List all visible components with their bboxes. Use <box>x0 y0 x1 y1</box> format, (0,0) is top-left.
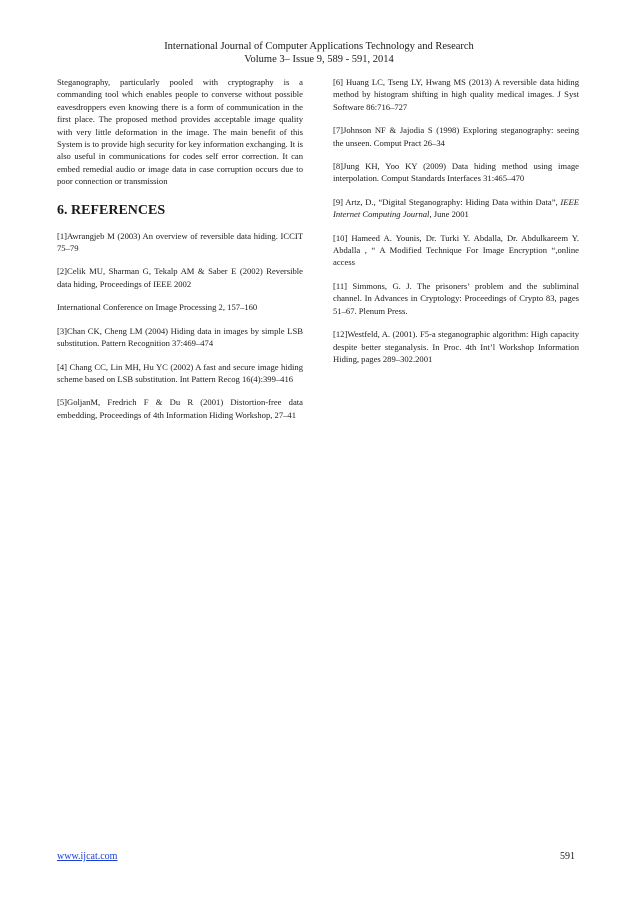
reference-9 <box>333 196 579 221</box>
reference-2: [2]Celik MU, Sharman G, Tekalp AM & Saber E (2002) Reversible data hiding, Proceedings of IEEE 2002 <box>57 266 303 289</box>
reference-9-journal: IEEE Internet Computing Journal <box>333 196 579 220</box>
reference-10: [10] Hameed A. Younis, Dr. Turki Y. Abdalla, Dr. Abdulkareem Y. Abdalla , “ A Modified Technique For Image Encryption “,online access <box>333 232 579 268</box>
running-header <box>0 40 638 66</box>
reference-11: [11] Simmons, G. J. The prisoners’ problem and the subliminal channel. In Advances in Cryptology: Proceedings of Crypto 83, pages 51–67. Plenum Press. <box>333 280 579 316</box>
conclusion-paragraph: Steganography, particularly pooled with cryptography is a commanding tool which enables people to converse without possible eavesdroppers even knowing there is a form of communication in the first place. The proposed method provides acceptable image quality with very little deformation in the image. The main benefit of this System is to provide high security for key information exchanging. It is also useful in communications for codes self error correction. It can embed remedial audio or image data in case corruption occurs due to poor connection or transmission <box>57 77 303 187</box>
references-heading: 6. REFERENCES <box>57 202 166 218</box>
reference-1: [1]Awrangjeb M (2003) An overview of reversible data hiding. ICCIT 75–79 <box>57 230 303 254</box>
reference-12: [12]Westfeld, A. (2001). F5-a steganographic algorithm: High capacity despite better steganalysis. In Proc. 4th Int’l Workshop Information Hiding, pages 289–302.2001 <box>333 329 579 364</box>
reference-2-continued: International Conference on Image Processing 2, 157–160 <box>57 302 258 313</box>
reference-5: [5]GoljanM, Fredrich F & Du R (2001) Distortion-free data embedding, Proceedings of 4th Information Hiding Workshop, 27–41 <box>57 397 303 420</box>
page-number: 591 <box>560 851 575 862</box>
reference-9-date: , June 2001 <box>429 209 469 220</box>
journal-website-link[interactable]: www.ijcat.com <box>57 851 118 862</box>
reference-8: [8]Jung KH, Yoo KY (2009) Data hiding method using image interpolation. Comput Standards Interfaces 31:465–470 <box>333 161 579 184</box>
reference-3: [3]Chan CK, Cheng LM (2004) Hiding data in images by simple LSB substitution. Pattern Recognition 37:469–474 <box>57 325 303 349</box>
reference-6: [6] Huang LC, Tseng LY, Hwang MS (2013) A reversible data hiding method by histogram shifting in high quality medical images. J Syst Software 86:716–727 <box>333 77 579 112</box>
right-column <box>333 76 579 376</box>
reference-4: [4] Chang CC, Lin MH, Hu YC (2002) A fast and secure image hiding scheme based on LSB substitution. Int Pattern Recog 16(4):399–416 <box>57 361 303 384</box>
reference-7: [7]Johnson NF & Jajodia S (1998) Exploring steganography: seeing the unseen. Comput Pract 26–34 <box>333 125 579 148</box>
reference-9-text: [9] Artz, D., “Digital Steganography: Hiding Data within Data”, <box>333 196 561 207</box>
left-column <box>57 76 303 432</box>
journal-title: International Journal of Computer Applications Technology and Research <box>164 41 474 52</box>
journal-volume: Volume 3– Issue 9, 589 - 591, 2014 <box>244 54 394 65</box>
